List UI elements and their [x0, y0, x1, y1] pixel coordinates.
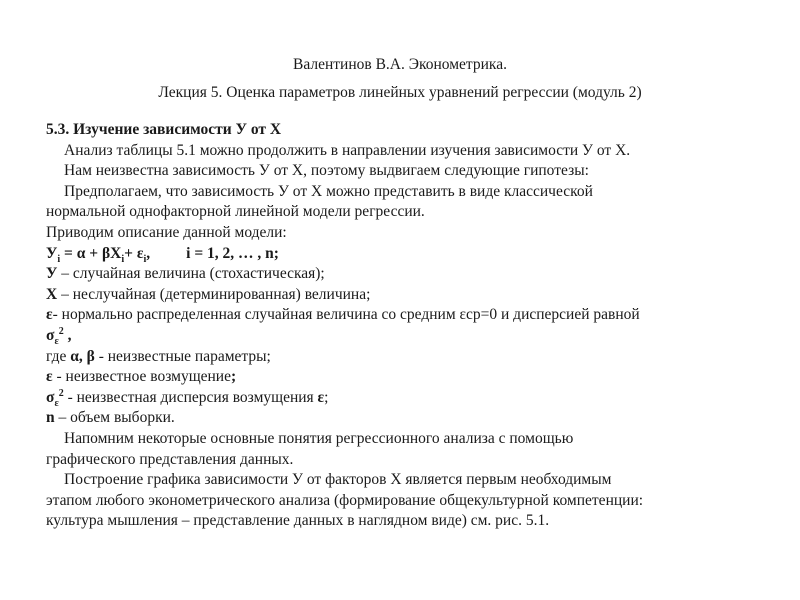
paragraph: Напомним некоторые основные понятия регрессионного анализа с помощью [64, 429, 574, 447]
definition-x: Х – неслучайная (детерминированная) величина; [46, 285, 371, 303]
definition-parameters: где α, β - неизвестные параметры; [46, 347, 271, 365]
header-lecture-title: Лекция 5. Оценка параметров линейных уравнений регрессии (модуль 2) [158, 84, 642, 101]
paragraph-continuation: культура мышления – представление данных в наглядном виде) см. рис. 5.1. [46, 512, 550, 530]
paragraph: Нам неизвестна зависимость У от Х, поэтому выдвигаем следующие гипотезы: [64, 162, 589, 180]
paragraph: Анализ таблицы 5.1 можно продолжить в направлении изучения зависимости У от Х. [64, 141, 631, 159]
section-title: 5.3. Изучение зависимости У от Х [46, 121, 282, 138]
paragraph-continuation: нормальной однофакторной линейной модели регрессии. [46, 203, 425, 221]
definition-variance: $\sigma_\varepsilon^2$ - неизвестная дисперсия возмущения ε; [46, 387, 329, 409]
definition-epsilon: ε- нормально распределенная случайная величина со средним εср=0 и дисперсией равной [46, 306, 640, 324]
header-author-title: Валентинов В.А. Эконометрика. [293, 56, 507, 73]
paragraph: Построение графика зависимости У от факторов Х является первым необходимым [64, 471, 612, 489]
definition-y: У – случайная величина (стохастическая); [46, 265, 325, 283]
paragraph: Приводим описание данной модели: [46, 223, 287, 241]
model-formula: $У_i = \alpha + \beta Х_i+ \varepsilon_i$, i = 1, 2, … , n; [46, 244, 279, 265]
paragraph-continuation: графического представления данных. [46, 450, 294, 468]
definition-sample-size: n – объем выборки. [46, 409, 175, 427]
definition-sigma: $\sigma_\varepsilon^2$ , [46, 325, 72, 348]
document-body [46, 120, 761, 532]
definition-disturbance: ε - неизвестное возмущение; [46, 368, 237, 386]
paragraph-continuation: этапом любого эконометрического анализа (формирование общекультурной компетенции: [46, 491, 644, 509]
paragraph: Предполагаем, что зависимость У от Х можно представить в виде классической [64, 182, 593, 200]
